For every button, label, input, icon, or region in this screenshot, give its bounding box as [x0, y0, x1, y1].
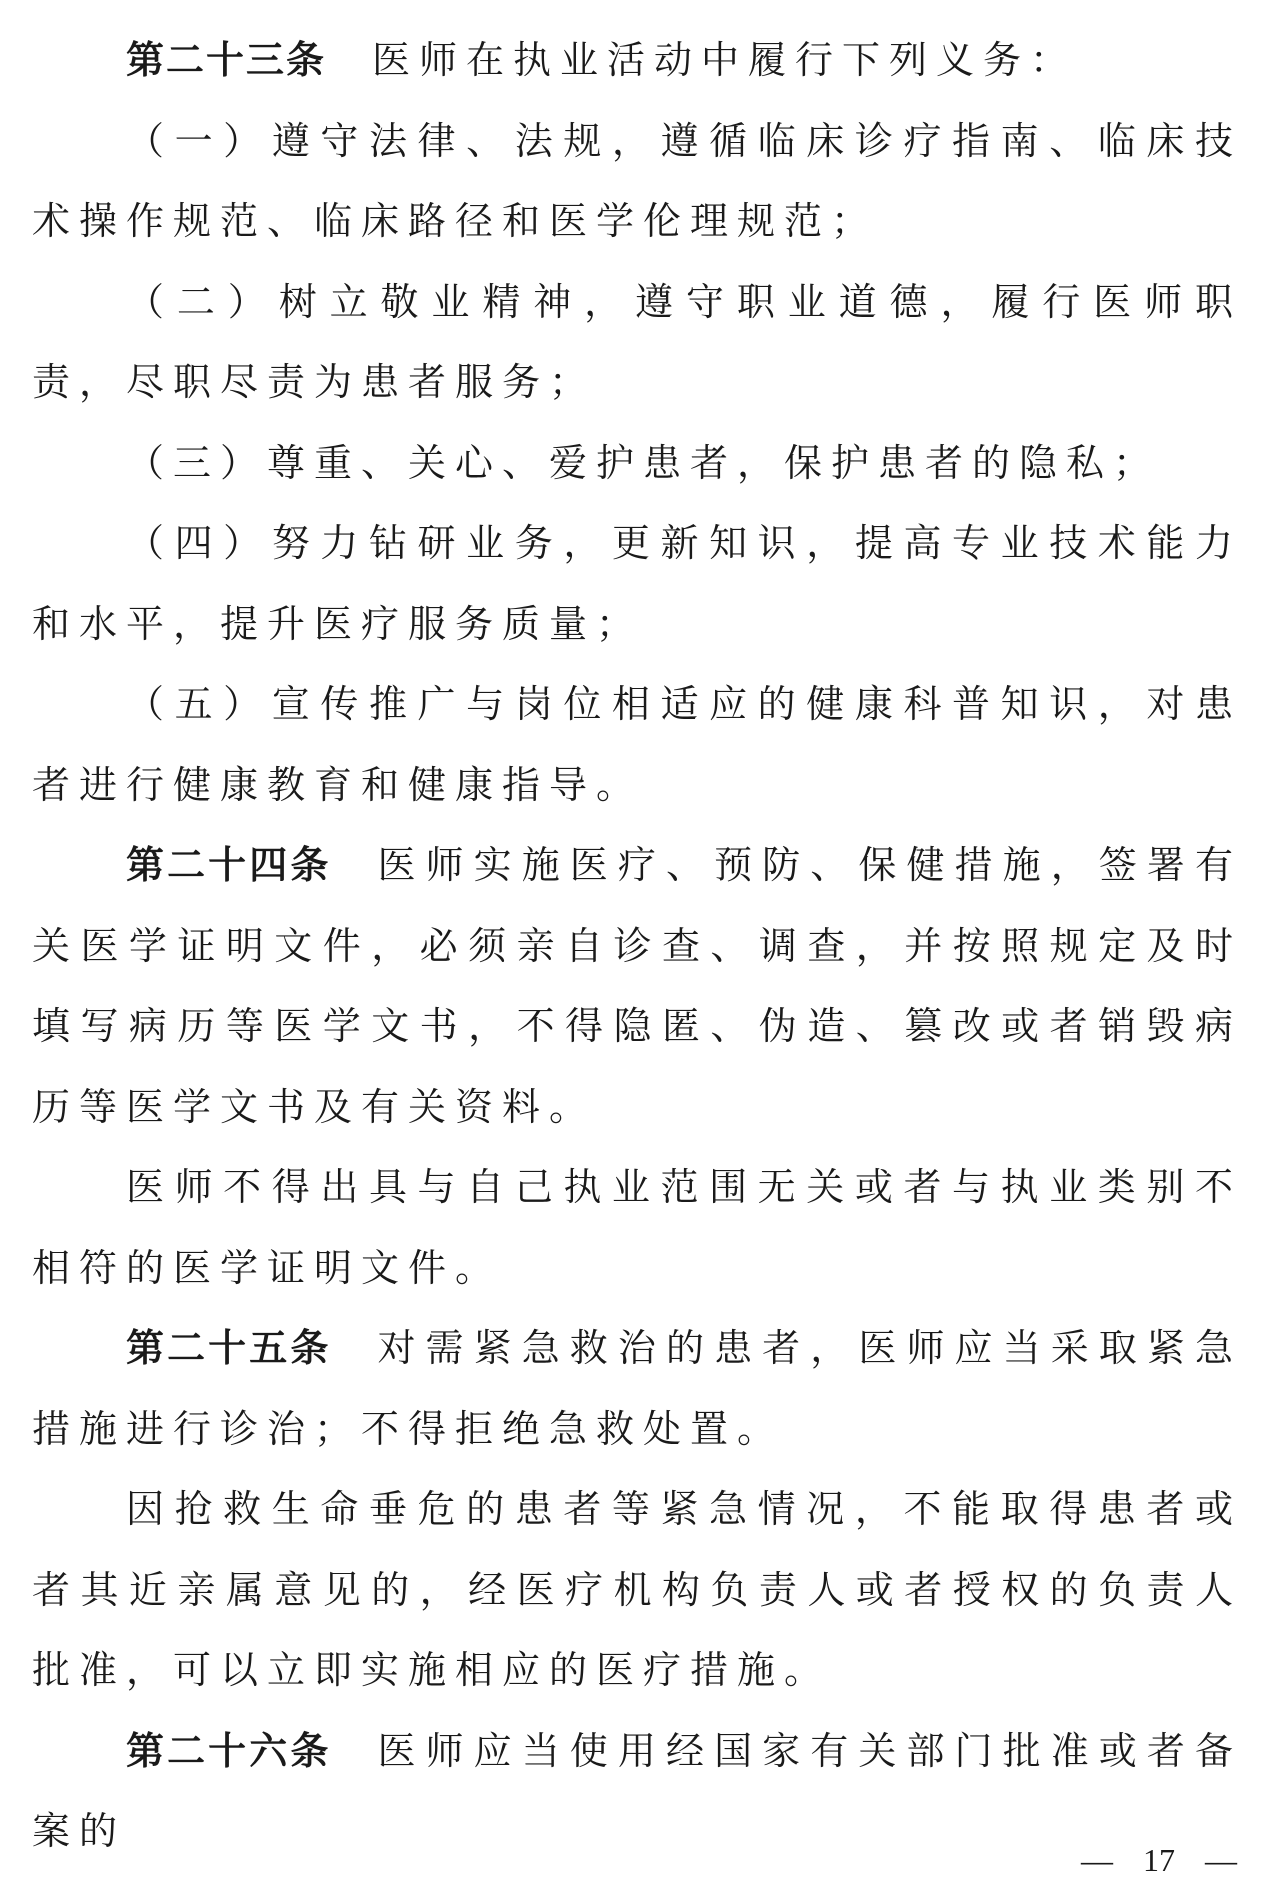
article-23: [32, 20, 1242, 101]
article-26: [32, 1711, 1242, 1872]
article-23-item-3: （三）尊重、关心、爱护患者，保护患者的隐私；: [126, 440, 1161, 485]
article-23-item-1: （一）遵守法律、法规，遵循临床诊疗指南、临床技术操作规范、临床路径和医学伦理规范；: [32, 118, 1242, 243]
article-lead: 医师在执业活动中履行下列义务：: [372, 38, 1078, 82]
page-number: 17: [1143, 1842, 1175, 1878]
document-page: [32, 20, 1242, 1872]
article-heading: 第二十三条: [126, 38, 327, 82]
article-heading: 第二十六条: [126, 1728, 332, 1773]
article-lead: 对需紧急救治的患者，医师应当采取紧急措施进行诊治；不得拒绝急救处置。: [32, 1326, 1242, 1451]
page-number-footer: [1081, 1842, 1237, 1879]
article-heading: 第二十五条: [126, 1326, 332, 1370]
article-lead: 医师应当使用经国家有关部门批准或者备案的: [32, 1728, 1242, 1853]
article-23-item-4: （四）努力钻研业务，更新知识，提高专业技术能力和水平，提升医疗服务质量；: [32, 521, 1242, 646]
article-heading: 第二十四条: [126, 843, 332, 887]
article-25-paragraph-2: 因抢救生命垂危的患者等紧急情况，不能取得患者或者其近亲属意见的，经医疗机构负责人或者授权的负责人批准，可以立即实施相应的医疗措施。: [32, 1487, 1242, 1692]
footer-dash-left: —: [1081, 1842, 1113, 1878]
article-23-item-5: （五）宣传推广与岗位相适应的健康科普知识，对患者进行健康教育和健康指导。: [32, 682, 1242, 807]
article-23-item-2: （二）树立敬业精神，遵守职业道德，履行医师职责，尽职尽责为患者服务；: [32, 279, 1242, 404]
footer-dash-right: —: [1205, 1842, 1237, 1878]
article-lead: 医师实施医疗、预防、保健措施，签署有关医学证明文件，必须亲自诊查、调查，并按照规定及时填写病历等医学文书，不得隐匿、伪造、篡改或者销毁病历等医学文书及有关资料。: [32, 843, 1242, 1129]
article-24-paragraph-2: 医师不得出具与自己执业范围无关或者与执业类别不相符的医学证明文件。: [32, 1165, 1242, 1290]
article-24: [32, 825, 1242, 1147]
article-25: [32, 1308, 1242, 1469]
